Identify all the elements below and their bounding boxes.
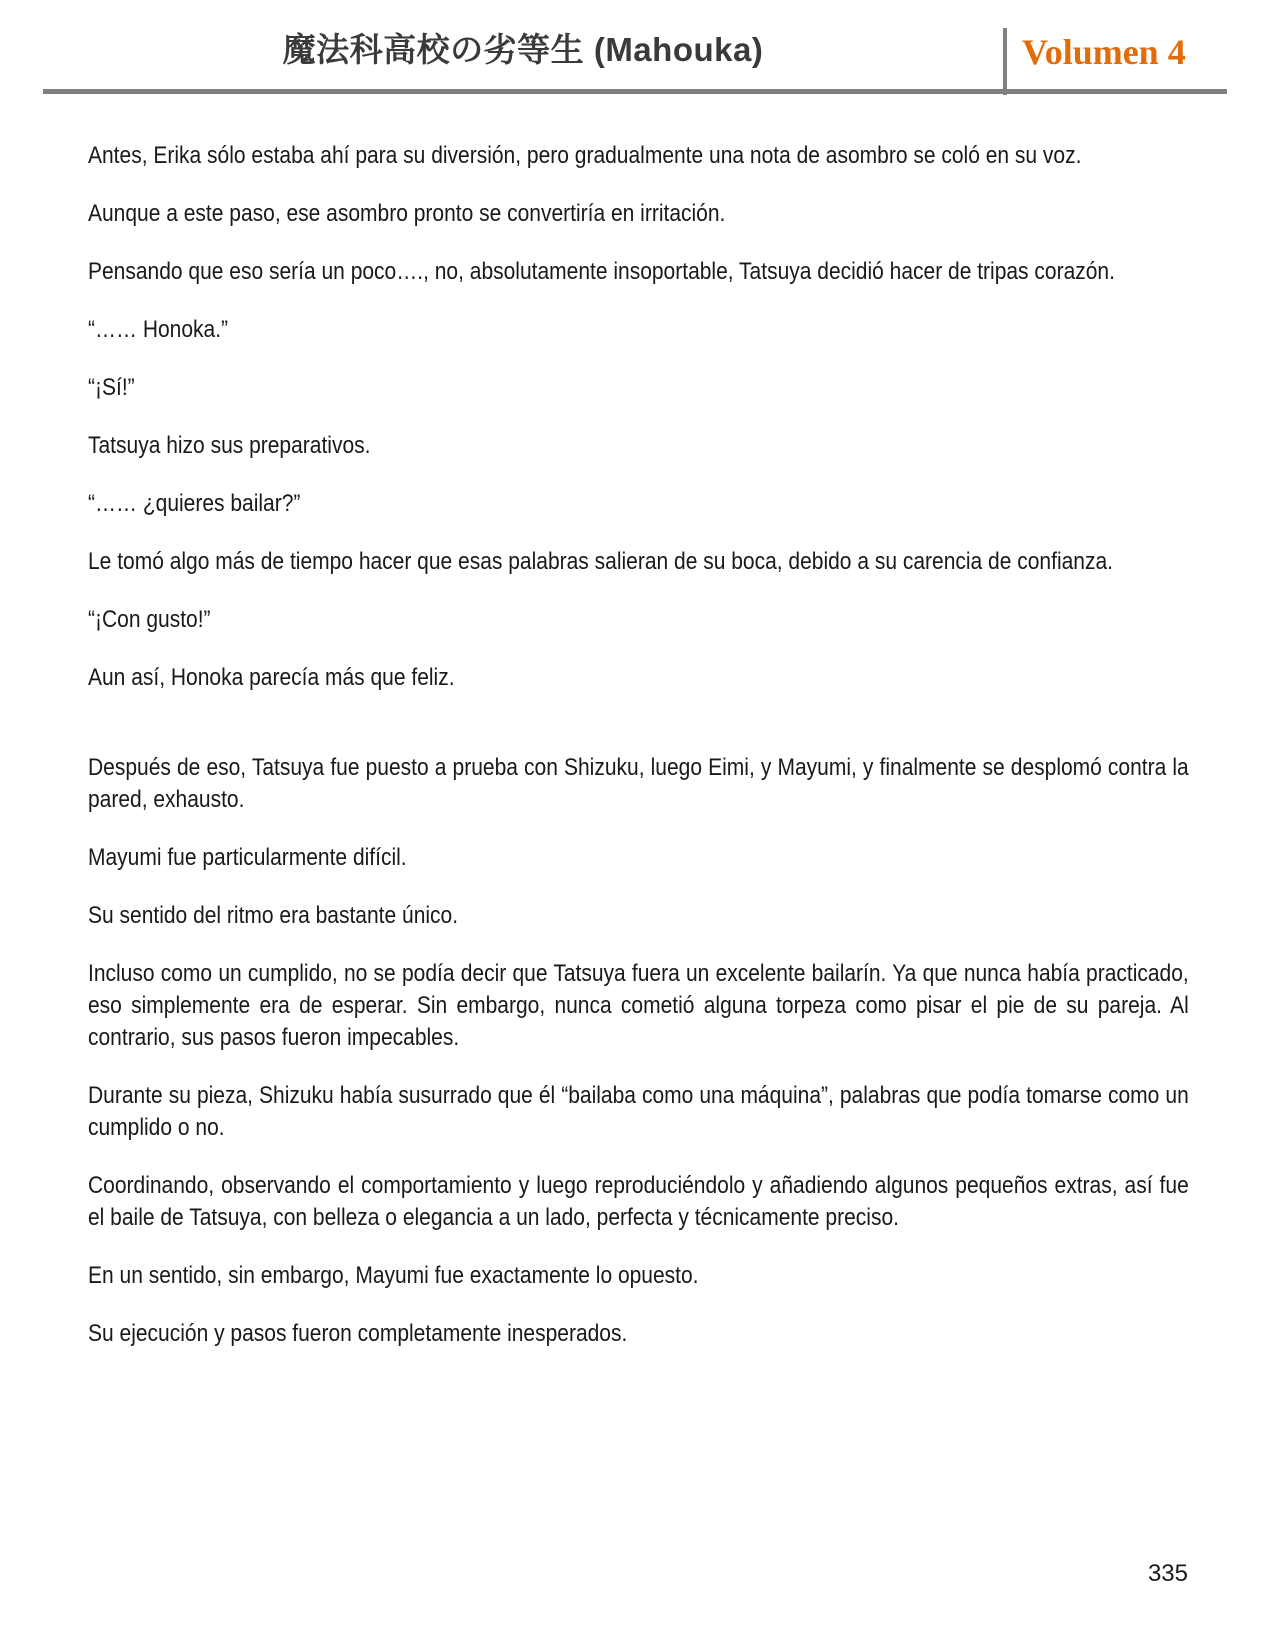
paragraph: Antes, Erika sólo estaba ahí para su diversión, pero gradualmente una nota de asombro se coló en su voz.	[88, 142, 1082, 169]
paragraph: Mayumi fue particularmente difícil.	[88, 844, 407, 871]
paragraph-dialogue: “…… ¿quieres bailar?”	[88, 490, 301, 517]
body-text	[88, 140, 1189, 1376]
paragraph: Le tomó algo más de tiempo hacer que esas palabras salieran de su boca, debido a su carencia de confianza.	[88, 548, 1113, 575]
document-title: 魔法科高校の劣等生 (Mahouka)	[282, 31, 764, 68]
paragraph: Coordinando, observando el comportamiento y luego reproduciéndolo y añadiendo algunos pequeños extras, así fue el baile de Tatsuya, con belleza o elegancia a un lado, perfecta y técnicamente preciso.	[88, 1172, 1189, 1231]
volume-label: Volumen 4	[1022, 32, 1186, 72]
paragraph: En un sentido, sin embargo, Mayumi fue exactamente lo opuesto.	[88, 1262, 699, 1289]
paragraph: Durante su pieza, Shizuku había susurrado que él “bailaba como una máquina”, palabras que podía tomarse como un cumplido o no.	[88, 1082, 1189, 1141]
paragraph: Su sentido del ritmo era bastante único.	[88, 902, 459, 929]
paragraph-dialogue: “¡Sí!”	[88, 374, 135, 401]
paragraph-dialogue: “¡Con gusto!”	[88, 606, 211, 633]
paragraph: Tatsuya hizo sus preparativos.	[88, 432, 371, 459]
page-number: 335	[1147, 1560, 1188, 1587]
paragraph: Aunque a este paso, ese asombro pronto se convertiría en irritación.	[88, 200, 726, 227]
paragraph: Aun así, Honoka parecía más que feliz.	[88, 664, 455, 691]
header-divider	[1003, 28, 1007, 95]
paragraph: Incluso como un cumplido, no se podía decir que Tatsuya fuera un excelente bailarín. Ya que nunca había practicado, eso simplemente era de esperar. Sin embargo, nunca cometió alguna torpeza como pisar el pie de su pareja. Al contrario, sus pasos fueron impecables.	[88, 960, 1189, 1051]
paragraph: Pensando que eso sería un poco…., no, absolutamente insoportable, Tatsuya decidió hacer de tripas corazón.	[88, 258, 1115, 285]
paragraph: Después de eso, Tatsuya fue puesto a prueba con Shizuku, luego Eimi, y Mayumi, y finalmente se desplomó contra la pared, exhausto.	[88, 754, 1189, 813]
paragraph-dialogue: “…… Honoka.”	[88, 316, 229, 343]
paragraph: Su ejecución y pasos fueron completamente inesperados.	[88, 1320, 628, 1347]
header-rule	[43, 89, 1227, 94]
